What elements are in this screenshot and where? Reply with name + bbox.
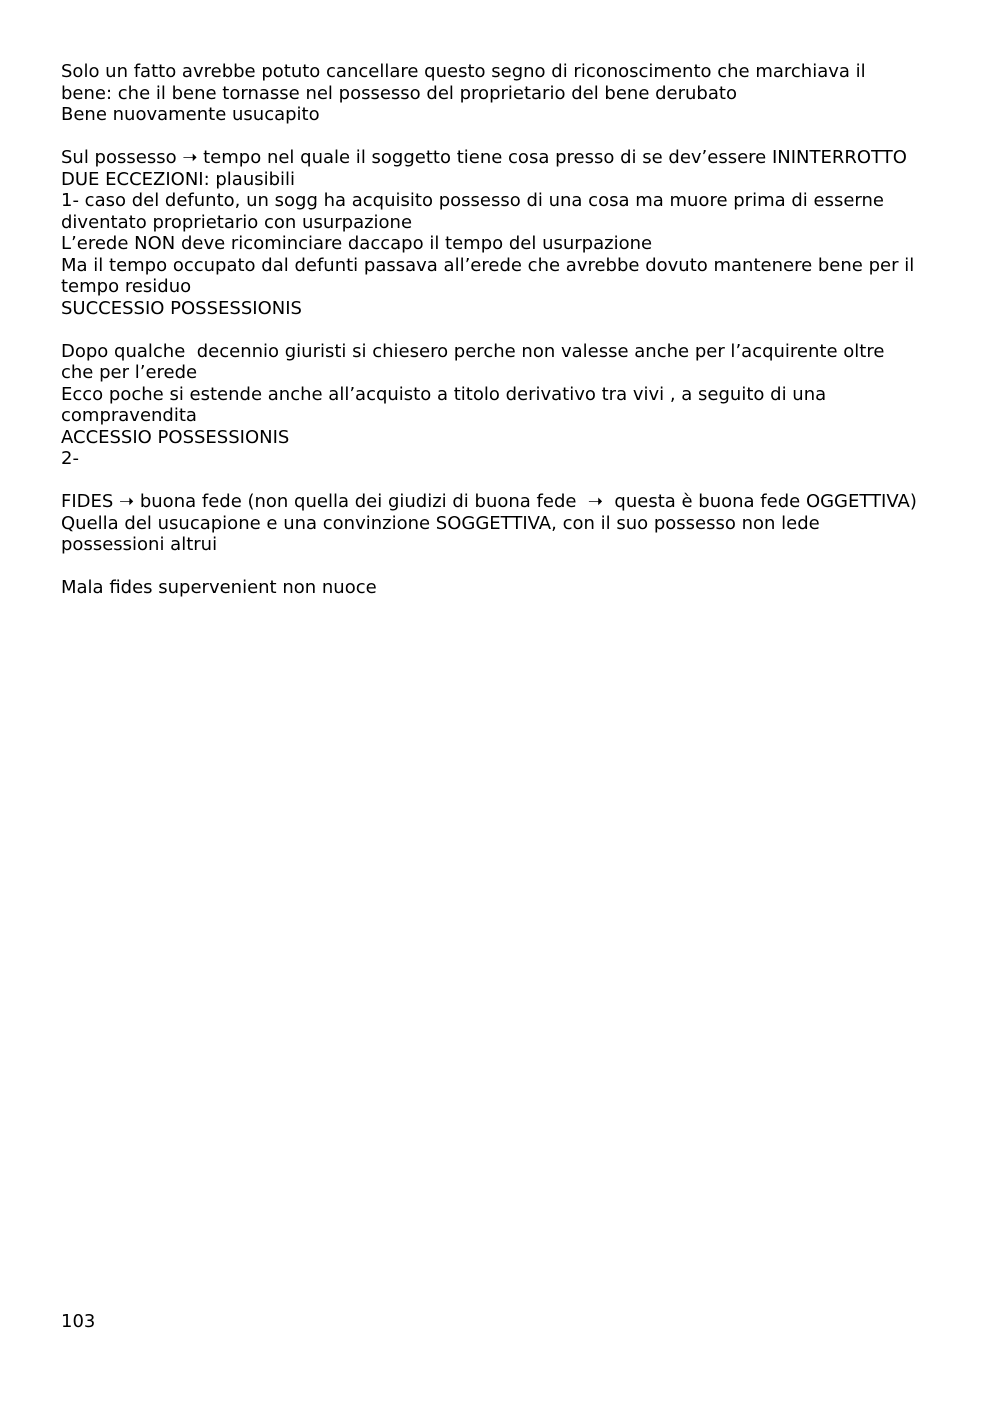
text-line: FIDES ➝ buona fede (non quella dei giudizi di buona fede ➝ questa è buona fede OGGETTIVA) bbox=[61, 491, 917, 512]
text-line: tempo residuo bbox=[61, 276, 192, 297]
text-line: bene: che il bene tornasse nel possesso del proprietario del bene derubato bbox=[61, 82, 737, 104]
blank-line bbox=[61, 126, 961, 148]
text-line: Bene nuovamente usucapito bbox=[61, 104, 320, 125]
blank-line bbox=[61, 556, 961, 578]
page-number: 103 bbox=[61, 1311, 96, 1332]
page-body bbox=[61, 61, 961, 599]
text-line: 2- bbox=[61, 448, 79, 469]
blank-line bbox=[61, 470, 961, 492]
text-line: Dopo qualche decennio giuristi si chiesero perche non valesse anche per l’acquirente oltre bbox=[61, 340, 885, 362]
text-line: Sul possesso ➝ tempo nel quale il soggetto tiene cosa presso di se dev’essere ININTERROTTO bbox=[61, 147, 907, 168]
text-line: Ecco poche si estende anche all’acquisto a titolo derivativo tra vivi , a seguito di una bbox=[61, 383, 827, 405]
text-line: DUE ECCEZIONI: plausibili bbox=[61, 168, 296, 190]
text-line: L’erede NON deve ricominciare daccapo il tempo del usurpazione bbox=[61, 233, 653, 254]
text-line: diventato proprietario con usurpazione bbox=[61, 211, 413, 233]
text-line: Quella del usucapione e una convinzione SOGGETTIVA, con il suo possesso non lede bbox=[61, 512, 820, 534]
text-line: Mala fides supervenient non nuoce bbox=[61, 577, 377, 598]
text-line: Ma il tempo occupato dal defunti passava all’erede che avrebbe dovuto mantenere bene per il bbox=[61, 254, 915, 276]
section-heading: SUCCESSIO POSSESSIONIS bbox=[61, 297, 302, 319]
section-heading: ACCESSIO POSSESSIONIS bbox=[61, 426, 290, 448]
text-line: compravendita bbox=[61, 405, 197, 426]
text-line: che per l’erede bbox=[61, 362, 198, 383]
blank-line bbox=[61, 319, 961, 341]
text-line: Solo un fatto avrebbe potuto cancellare questo segno di riconoscimento che marchiava il bbox=[61, 61, 866, 82]
text-line: 1- caso del defunto, un sogg ha acquisito possesso di una cosa ma muore prima di esserne bbox=[61, 190, 884, 211]
text-line: possessioni altrui bbox=[61, 534, 218, 555]
